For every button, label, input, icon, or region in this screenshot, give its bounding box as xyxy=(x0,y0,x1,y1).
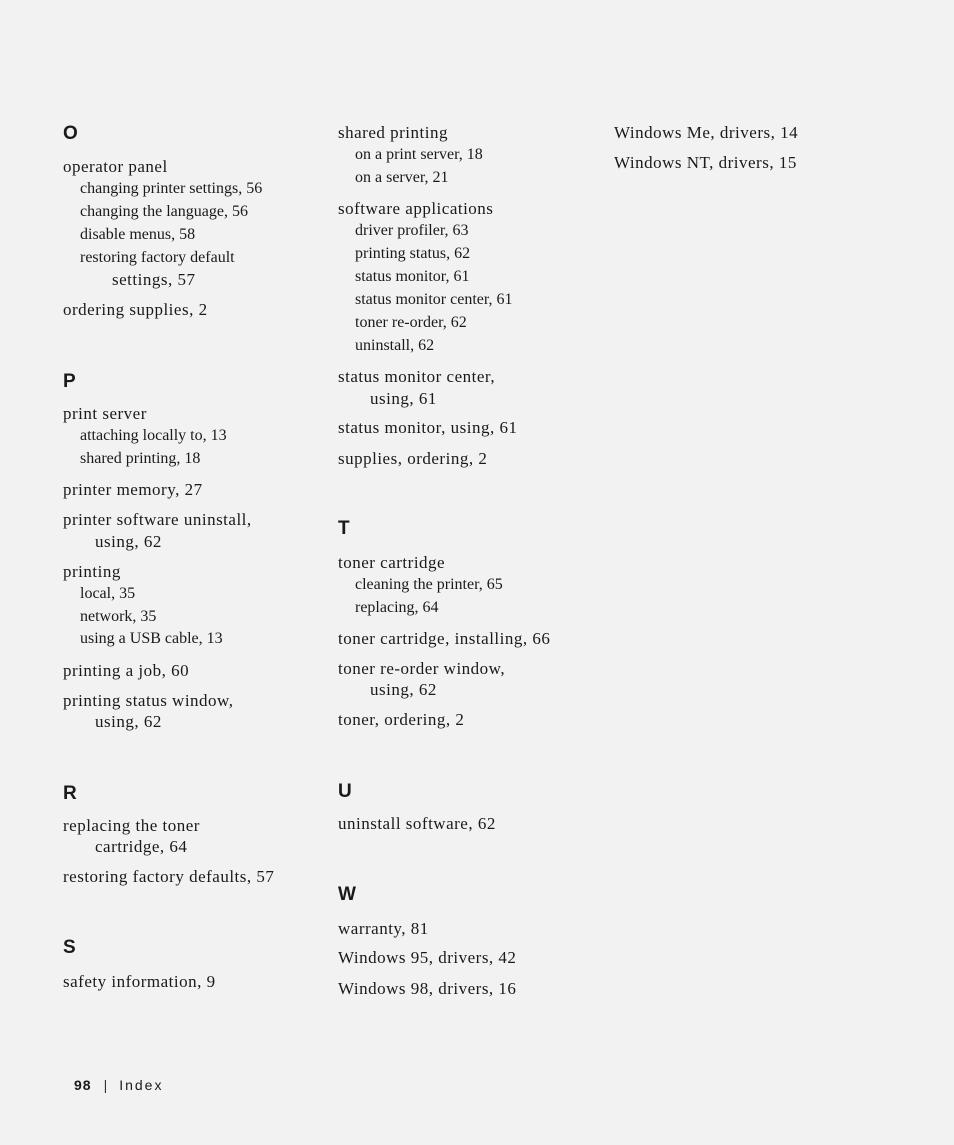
index-entry: printer software uninstall, xyxy=(63,510,252,529)
index-entry: printing a job, 60 xyxy=(63,661,190,680)
index-entry: supplies, ordering, 2 xyxy=(338,449,488,468)
index-subentry: printing status, 62 xyxy=(355,245,471,262)
index-subentry: changing the language, 56 xyxy=(80,203,248,220)
index-entry-continuation: using, 61 xyxy=(370,389,437,408)
index-subentry: local, 35 xyxy=(80,585,136,602)
index-entry: uninstall software, 62 xyxy=(338,814,496,833)
index-entry: toner cartridge xyxy=(338,553,446,572)
index-subentry: replacing, 64 xyxy=(355,599,439,616)
index-subentry: cleaning the printer, 65 xyxy=(355,576,503,593)
index-entry: Windows 98, drivers, 16 xyxy=(338,979,517,998)
index-subentry: network, 35 xyxy=(80,608,157,625)
index-subentry: driver profiler, 63 xyxy=(355,222,469,239)
index-letter-heading: U xyxy=(338,781,352,802)
index-letter-heading: P xyxy=(63,371,76,392)
index-subentry: toner re-order, 62 xyxy=(355,314,467,331)
index-entry: ordering supplies, 2 xyxy=(63,300,208,319)
index-subentry: on a server, 21 xyxy=(355,169,449,186)
index-subentry: using a USB cable, 13 xyxy=(80,630,223,647)
index-subentry: status monitor center, 61 xyxy=(355,291,513,308)
index-subentry: attaching locally to, 13 xyxy=(80,427,227,444)
index-entry-continuation: using, 62 xyxy=(95,532,162,551)
index-subentry: disable menus, 58 xyxy=(80,226,196,243)
index-letter-heading: R xyxy=(63,783,77,804)
footer-separator: | xyxy=(103,1077,108,1093)
index-letter-heading: T xyxy=(338,518,350,539)
index-entry: replacing the toner xyxy=(63,816,200,835)
index-entry: printing status window, xyxy=(63,691,234,710)
index-letter-heading: W xyxy=(338,884,356,905)
index-entry-continuation: using, 62 xyxy=(370,680,437,699)
index-entry: Windows Me, drivers, 14 xyxy=(614,123,799,142)
index-entry: Windows 95, drivers, 42 xyxy=(338,948,517,967)
page-footer xyxy=(74,1077,163,1093)
index-entry-continuation: cartridge, 64 xyxy=(95,837,188,856)
index-entry: software applications xyxy=(338,199,494,218)
footer-section-title: Index xyxy=(119,1077,164,1093)
index-entry: toner cartridge, installing, 66 xyxy=(338,629,551,648)
index-entry: status monitor center, xyxy=(338,367,496,386)
index-entry: status monitor, using, 61 xyxy=(338,418,518,437)
index-subentry: shared printing, 18 xyxy=(80,450,201,467)
index-subentry: changing printer settings, 56 xyxy=(80,180,263,197)
index-entry: warranty, 81 xyxy=(338,919,429,938)
index-entry: restoring factory defaults, 57 xyxy=(63,867,275,886)
index-entry: operator panel xyxy=(63,157,168,176)
index-entry: shared printing xyxy=(338,123,448,142)
page-number: 98 xyxy=(74,1077,92,1093)
index-entry: safety information, 9 xyxy=(63,972,216,991)
index-letter-heading: O xyxy=(63,123,78,144)
index-subentry: on a print server, 18 xyxy=(355,146,483,163)
index-subentry: restoring factory default xyxy=(80,249,235,266)
index-entry: toner re-order window, xyxy=(338,659,506,678)
index-entry: Windows NT, drivers, 15 xyxy=(614,153,797,172)
index-entry: print server xyxy=(63,404,147,423)
index-subentry: uninstall, 62 xyxy=(355,337,435,354)
index-letter-heading: S xyxy=(63,937,76,958)
index-entry: printer memory, 27 xyxy=(63,480,203,499)
index-entry: toner, ordering, 2 xyxy=(338,710,465,729)
index-entry-continuation: using, 62 xyxy=(95,712,162,731)
index-entry-continuation: settings, 57 xyxy=(112,270,196,289)
index-subentry: status monitor, 61 xyxy=(355,268,470,285)
index-entry: printing xyxy=(63,562,121,581)
